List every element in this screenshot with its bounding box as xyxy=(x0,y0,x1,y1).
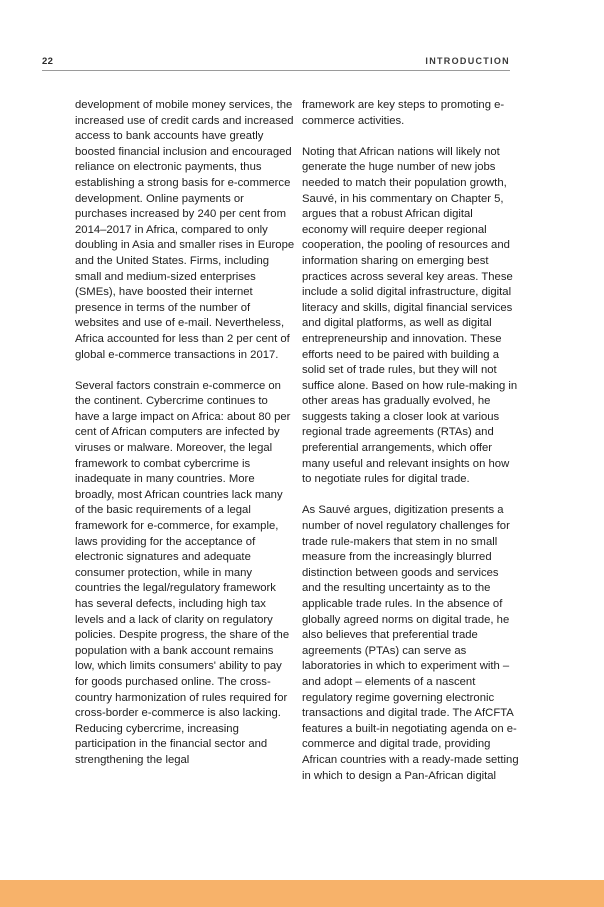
paragraph: Noting that African nations will likely not generate the huge number of new jobs needed to match their population growth, Sauvé, in his commentary on Chapter 5, argues that a robust African digital economy will require deeper regional cooperation, the pooling of resources and information sharing on emerging best practices across several key areas. These include a solid digital infrastructure, digital literacy and skills, digital financial services and digital platforms, as well as digital entrepreneurship and innovation. These efforts need to be paired with building a solid set of trade rules, but they will not suffice alone. Based on how rule-making in other areas has gradually evolved, he suggests taking a closer look at various regional trade agreements (RTAs) and preferential arrangements, which offer many useful and relevant insights on how to negotiate rules for digital trade. xyxy=(302,145,518,486)
left-column xyxy=(75,98,295,784)
paragraph: Several factors constrain e-commerce on the continent. Cybercrime continues to have a large impact on Africa: about 80 per cent of African computers are infected by viruses or malware. Moreover, the legal framework to combat cybercrime is inadequate in many countries. More broadly, most African countries lack many of the basic requirements of a legal framework for e-commerce, for example, laws providing for the acceptance of electronic signatures and adequate consumer protection, while in many countries the legal/regulatory framework has several defects, including high tax levels and a lack of clarity on regulatory policies. Despite progress, the share of the population with a bank account remains low, which limits consumers' ability to pay for goods purchased online. The cross-country harmonization of rules required for cross-border e-commerce is also lacking. Reducing cybercrime, increasing participation in the financial sector and strengthening the legal xyxy=(75,379,291,766)
paragraph: framework are key steps to promoting e-commerce activities. xyxy=(302,99,505,127)
paragraph: As Sauvé argues, digitization presents a number of novel regulatory challenges for trade rule-makers that stem in no small measure from the increasingly blurred distinction between goods and services and the resulting uncertainty as to the applicable trade rules. In the absence of globally agreed norms on digital trade, he also believes that preferential trade agreements (PTAs) can serve as laboratories in which to experiment with – and adopt – elements of a nascent regulatory regime governing electronic transactions and digital trade. The AfCFTA features a built-in negotiating agenda on e-commerce and digital trade, providing African countries with a ready-made setting in which to design a Pan-African digital xyxy=(302,504,519,782)
footer-band xyxy=(0,880,604,907)
section-title: INTRODUCTION xyxy=(425,56,510,66)
page-number: 22 xyxy=(42,56,54,67)
paragraph: development of mobile money services, the increased use of credit cards and increased access to bank accounts have greatly boosted financial inclusion and encouraged reliance on electronic payments, thus establishing a strong basis for e-commerce development. Online payments or purchases increased by 240 per cent from 2014–2017 in Africa, compared to only doubling in Asia and smaller rises in Europe and the United States. Firms, including small and medium-sized enterprises (SMEs), have boosted their internet presence in terms of the number of websites and use of e-mail. Nevertheless, Africa accounted for less than 2 per cent of global e-commerce transactions in 2017. xyxy=(75,99,295,361)
header-rule xyxy=(42,70,510,71)
right-column xyxy=(302,98,520,800)
